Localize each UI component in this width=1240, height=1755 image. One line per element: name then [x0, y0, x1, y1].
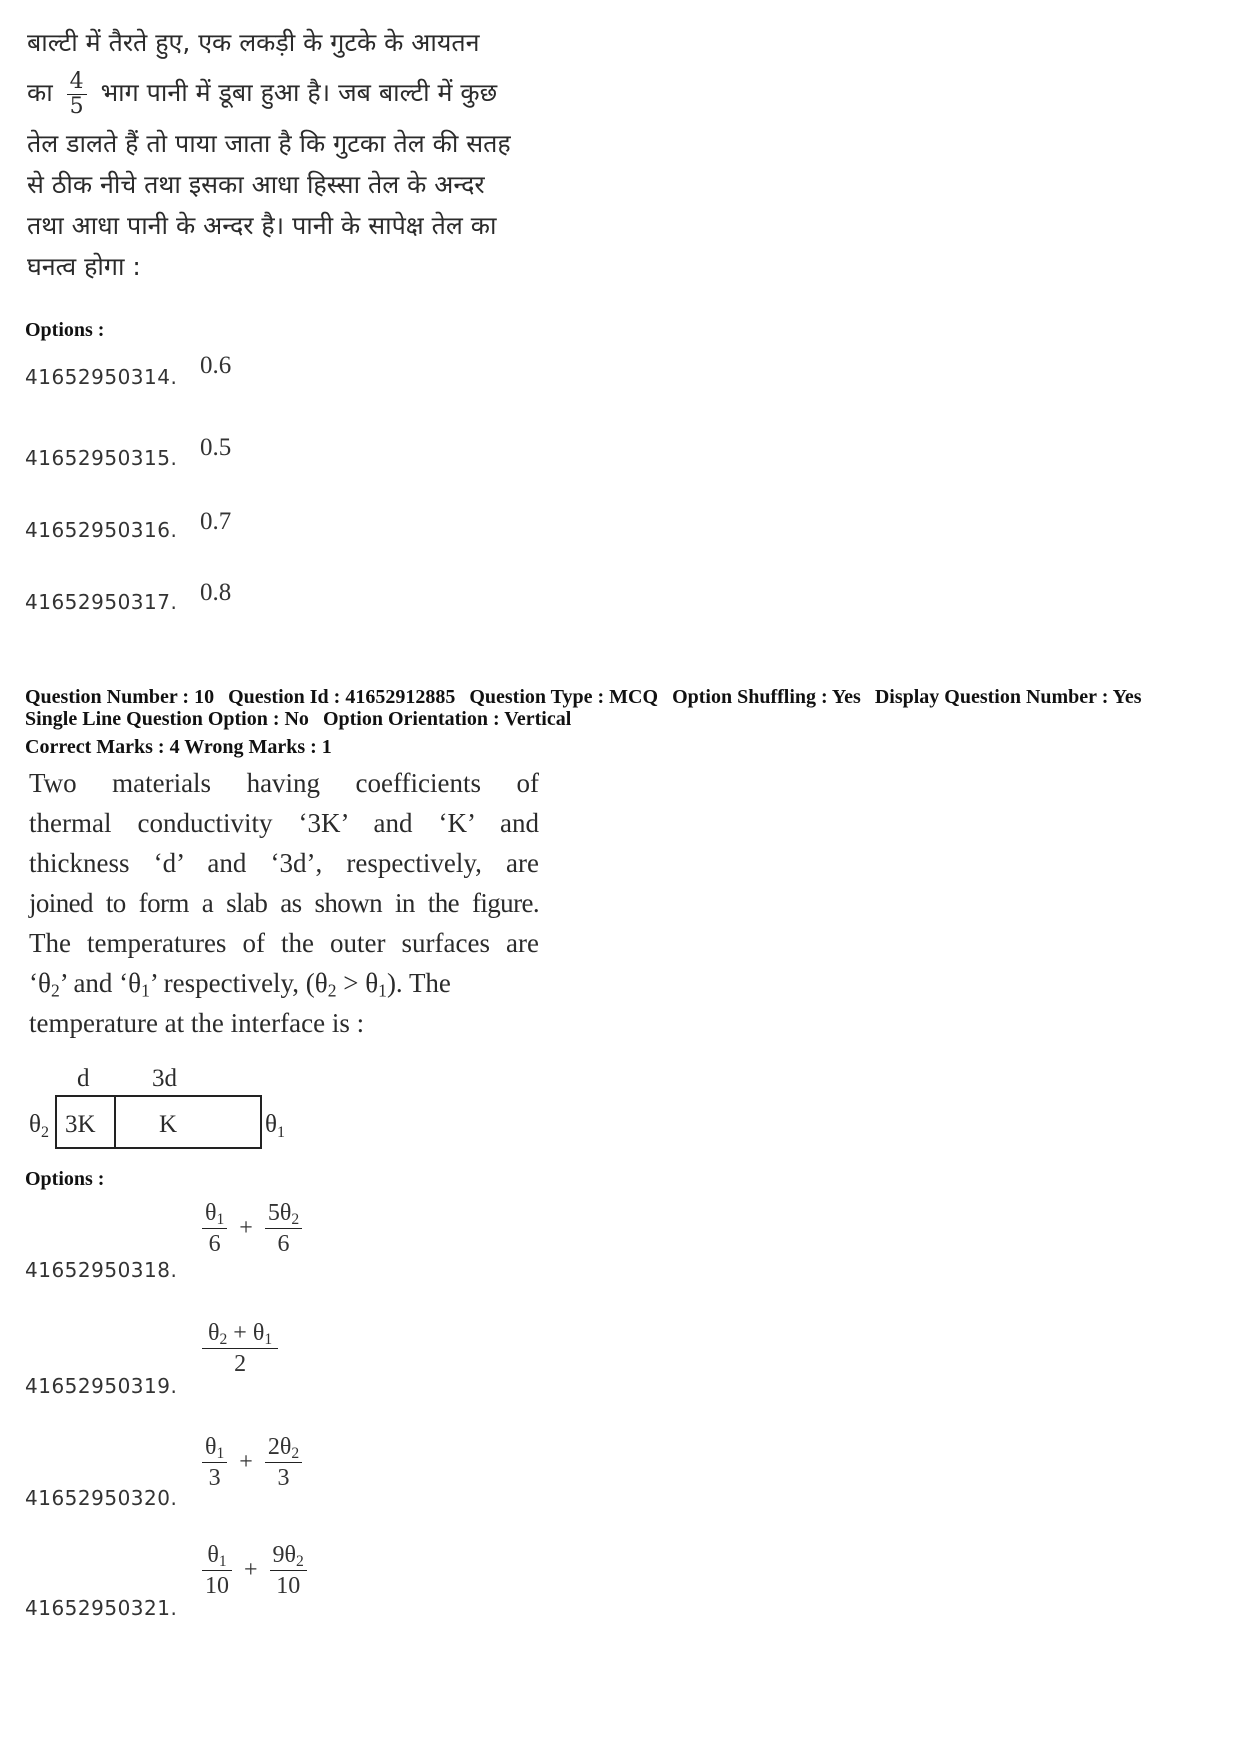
- q10-option-4-value: $\frac{\theta_1}{10}$ + $\frac{9\theta_2}{10}$: [198, 1540, 311, 1601]
- q10-line-2: thermal conductivity ‘3K’ and ‘K’ and: [29, 808, 539, 838]
- option-shuffling: Option Shuffling : Yes: [672, 686, 861, 708]
- q10-option-3-id: 41652950320.: [25, 1486, 178, 1510]
- left-temperature: $\theta_2$: [29, 1111, 49, 1141]
- q10-line-4: joined to form a slab as shown in the figure.: [29, 888, 539, 918]
- slab-right-cell: K: [159, 1111, 178, 1138]
- q10-line-6: ‘$\theta_2$’ and ‘$\theta_1$’ respectively, $(\theta_2 > \theta_1)$. The: [29, 968, 451, 1001]
- q9-line-1: बाल्टी में तैरते हुए, एक लकड़ी के गुटके के आयतन: [27, 28, 480, 57]
- q9-line-5: तथा आधा पानी के अन्दर है। पानी के सापेक्ष तेल का: [27, 211, 497, 240]
- slab-figure: [27, 1058, 297, 1158]
- single-line-option: Single Line Question Option : No: [25, 708, 309, 730]
- q9-option-1-value: 0.6: [200, 352, 232, 379]
- q10-line-5: The temperatures of the outer surfaces are: [29, 928, 539, 958]
- q9-option-2-value: 0.5: [200, 434, 232, 461]
- thickness-d-label: d: [77, 1065, 90, 1092]
- q10-meta-line-1: [25, 686, 1151, 708]
- q9-option-4-value: 0.8: [200, 579, 232, 606]
- q9-option-4-id: 41652950317.: [25, 590, 178, 614]
- question-id: Question Id : 41652912885: [228, 686, 456, 708]
- q10-meta-line-2: [25, 708, 580, 730]
- q10-option-3-value: $\frac{\theta_1}{3}$ + $\frac{2\theta_2}{3}$: [198, 1432, 306, 1493]
- display-question-number: Display Question Number : Yes: [874, 686, 1142, 708]
- thickness-3d-label: 3d: [152, 1065, 177, 1092]
- option-orientation: Option Orientation : Vertical: [322, 708, 572, 730]
- q9-option-3-id: 41652950316.: [25, 518, 178, 542]
- q9-line-4: से ठीक नीचे तथा इसका आधा हिस्सा तेल के अन्दर: [27, 170, 485, 199]
- q10-option-2-id: 41652950319.: [25, 1374, 178, 1398]
- q10-option-4-id: 41652950321.: [25, 1596, 178, 1620]
- q10-marks: Correct Marks : 4 Wrong Marks : 1: [25, 736, 332, 758]
- q9-line-6: घनत्व होगा :: [27, 252, 141, 281]
- right-temperature: $\theta_1$: [265, 1111, 285, 1141]
- q9-option-3-value: 0.7: [200, 508, 232, 535]
- q9-option-2-id: 41652950315.: [25, 446, 178, 470]
- q10-option-1-value: $\frac{\theta_1}{6}$ + $\frac{5\theta_2}{6}$: [198, 1198, 306, 1259]
- slab-left-cell: 3K: [65, 1111, 96, 1138]
- question-number: Question Number : 10: [25, 686, 215, 708]
- q10-line-3: thickness ‘d’ and ‘3d’, respectively, are: [29, 848, 539, 878]
- question-type: Question Type : MCQ: [469, 686, 659, 708]
- q10-question-text: [29, 763, 539, 1043]
- q9-question-text: [27, 22, 547, 287]
- four-fifths-fraction: $\frac{4}{5}$: [67, 70, 87, 119]
- q9-option-1-id: 41652950314.: [25, 365, 178, 389]
- q9-line-2: का $\frac{4}{5}$ भाग पानी में डूबा हुआ है। जब बाल्टी में कुछ: [27, 68, 498, 119]
- q10-line-1: Two materials having coefficients of: [29, 768, 539, 798]
- q10-option-2-value: $\frac{\theta_2 + \theta_1}{2}$: [198, 1318, 282, 1379]
- q9-line-3: तेल डालते हैं तो पाया जाता है कि गुटका तेल की सतह: [27, 129, 511, 158]
- q9-options-label: Options :: [25, 319, 105, 341]
- slab-diagram: [27, 1058, 297, 1158]
- q10-option-1-id: 41652950318.: [25, 1258, 178, 1282]
- q10-line-7: temperature at the interface is :: [29, 1008, 365, 1038]
- q10-options-label: Options :: [25, 1168, 105, 1190]
